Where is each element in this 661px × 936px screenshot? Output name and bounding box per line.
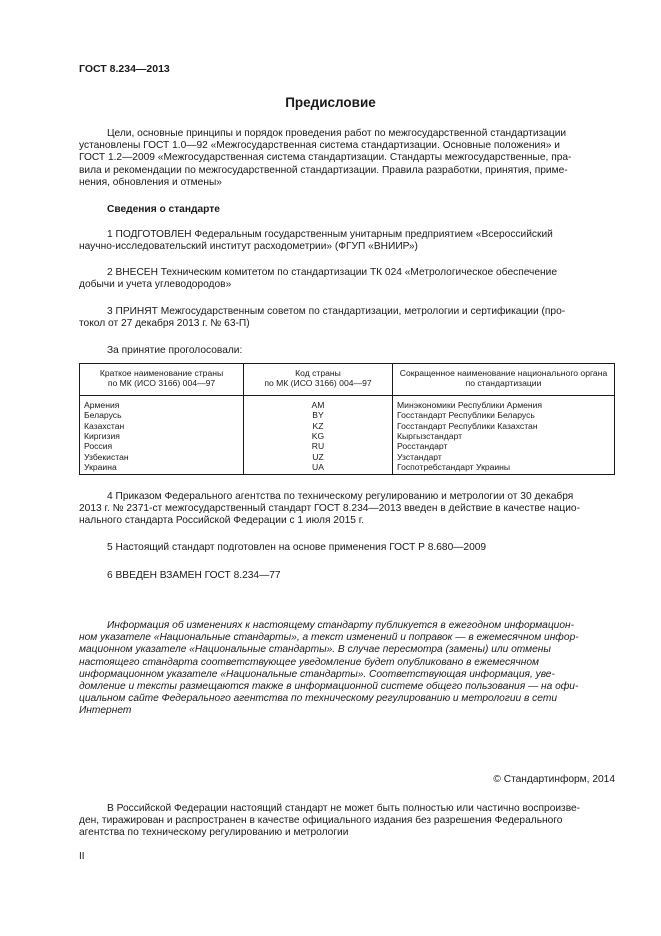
code-cell: KZ	[244, 421, 393, 431]
table-header-row	[80, 364, 615, 396]
legal-line: ден, тиражирован и распространен в качестве официального издания без разрешения Федерального	[79, 815, 563, 827]
copyright-notice: © Стандартинформ, 2014	[493, 774, 615, 785]
intro-line: ГОСТ 1.2—2009 «Межгосударственная система стандартизации. Стандарты межгосударственные, пра-	[79, 152, 572, 164]
table-header-body	[393, 364, 615, 396]
item-4	[79, 491, 615, 528]
country-cell: Казахстан	[80, 421, 244, 431]
header-text: Сокращенное наименование национального органа	[399, 368, 608, 378]
body-cell: Росстандарт	[393, 441, 615, 451]
info-paragraph	[79, 620, 615, 718]
item-3-line: 3 ПРИНЯТ Межгосударственным советом по стандартизации, метрологии и сертификации (про-	[107, 306, 566, 317]
item-2-line: 2 ВНЕСЕН Техническим комитетом по стандартизации ТК 024 «Метрологическое обеспечение	[107, 267, 557, 278]
code-cell: UZ	[244, 452, 393, 462]
legal-line: В Российской Федерации настоящий стандарт не может быть полностью или частично воспроизве-	[107, 803, 581, 814]
table-row	[80, 441, 615, 451]
country-cell: Киргизия	[80, 431, 244, 441]
page-number: II	[79, 851, 85, 862]
country-cell: Украина	[80, 462, 244, 474]
item-1-line: 1 ПОДГОТОВЛЕН Федеральным государственным унитарным предприятием «Всероссийский	[107, 229, 553, 240]
intro-line: установлены ГОСТ 1.0—92 «Межгосударственная система стандартизации. Основные положения» и	[79, 140, 560, 152]
country-cell: Узбекистан	[80, 452, 244, 462]
document-header: ГОСТ 8.234—2013	[79, 63, 170, 75]
header-text: по стандартизации	[465, 378, 542, 389]
item-3	[79, 306, 615, 330]
code-cell: RU	[244, 441, 393, 451]
table-header-country	[80, 364, 244, 396]
code-cell: AM	[244, 395, 393, 410]
code-cell: KG	[244, 431, 393, 441]
header-text: по МК (ИСО 3166) 004—97	[107, 378, 216, 389]
country-cell: Армения	[80, 395, 244, 410]
country-cell: Беларусь	[80, 410, 244, 420]
country-cell: Россия	[80, 441, 244, 451]
page-title: Предисловие	[285, 95, 376, 110]
table-row	[80, 462, 615, 474]
item-5: 5 Настоящий стандарт подготовлен на основе применения ГОСТ Р 8.680—2009	[107, 542, 487, 553]
code-cell: UA	[244, 462, 393, 474]
voted-label: За принятие проголосовали:	[107, 345, 243, 356]
item-4-line: 2013 г. № 2371-ст межгосударственный стандарт ГОСТ 8.234—2013 введен в действие в качестве нацио-	[79, 503, 580, 515]
body-cell: Госпотребстандарт Украины	[393, 462, 615, 474]
legal-line: агентства по техническому регулированию и метрологии	[79, 827, 349, 839]
body-cell: Госстандарт Республики Беларусь	[393, 410, 615, 420]
item-2-line: добычи и учета углеводородов»	[79, 279, 232, 291]
item-3-line: токол от 27 декабря 2013 г. № 63-П)	[79, 318, 250, 330]
body-cell: Узстандарт	[393, 452, 615, 462]
info-line: домление и тексты размещаются также в информационной системе общего пользования — на офи-	[79, 681, 579, 693]
info-line: ном указателе «Национальные стандарты», а текст изменений и поправок — в ежемесячном инфор-	[79, 632, 579, 644]
intro-line: вила и рекомендации по межгосударственной стандартизации. Правила разработки, принятия, приме-	[79, 164, 568, 176]
legal-paragraph	[79, 803, 615, 840]
section-subheading: Сведения о стандарте	[107, 204, 220, 215]
table-row	[80, 395, 615, 410]
voting-table	[79, 363, 615, 475]
info-line: настоящего стандарта соответствующее уведомление будет опубликовано в ежемесячном	[79, 656, 540, 668]
item-1-line: научно-исследовательский институт расходометрии» (ФГУП «ВНИИР»)	[79, 241, 418, 253]
item-1	[79, 229, 615, 253]
table-row	[80, 410, 615, 420]
body-cell: Минэкономики Республики Армения	[393, 395, 615, 410]
item-6: 6 ВВЕДЕН ВЗАМЕН ГОСТ 8.234—77	[107, 570, 281, 581]
info-line: мационном указателе «Национальные стандарты». В случае пересмотра (замены) или отмены	[79, 644, 551, 656]
info-line: циальном сайте Федерального агентства по техническому регулированию и метрологии в сети	[79, 693, 557, 705]
table-row	[80, 421, 615, 431]
code-cell: BY	[244, 410, 393, 420]
table-header-code	[244, 364, 393, 396]
info-line: Интернет	[79, 705, 132, 717]
header-text: по МК (ИСО 3166) 004—97	[264, 378, 372, 389]
item-4-line: нального стандарта Российской Федерации с 1 июля 2015 г.	[79, 515, 365, 527]
intro-line: нения, обновления и отмены»	[79, 176, 222, 188]
item-2	[79, 267, 615, 291]
header-text: Код страны	[295, 368, 341, 378]
intro-line: Цели, основные принципы и порядок проведения работ по межгосударственной стандартизации	[107, 128, 567, 139]
intro-paragraph	[79, 128, 615, 189]
body-cell: Кыргызстандарт	[393, 431, 615, 441]
table-row	[80, 431, 615, 441]
table-row	[80, 452, 615, 462]
item-4-line: 4 Приказом Федерального агентства по техническому регулированию и метрологии от 30 декабря	[107, 491, 574, 502]
info-line: информационном указателе «Национальные стандарты». Соответствующая информация, уве-	[79, 668, 555, 680]
header-text: Краткое наименование страны	[99, 368, 224, 378]
body-cell: Госстандарт Республики Казахстан	[393, 421, 615, 431]
info-line: Информация об изменениях к настоящему стандарту публикуется в ежегодном информацион-	[107, 620, 575, 631]
